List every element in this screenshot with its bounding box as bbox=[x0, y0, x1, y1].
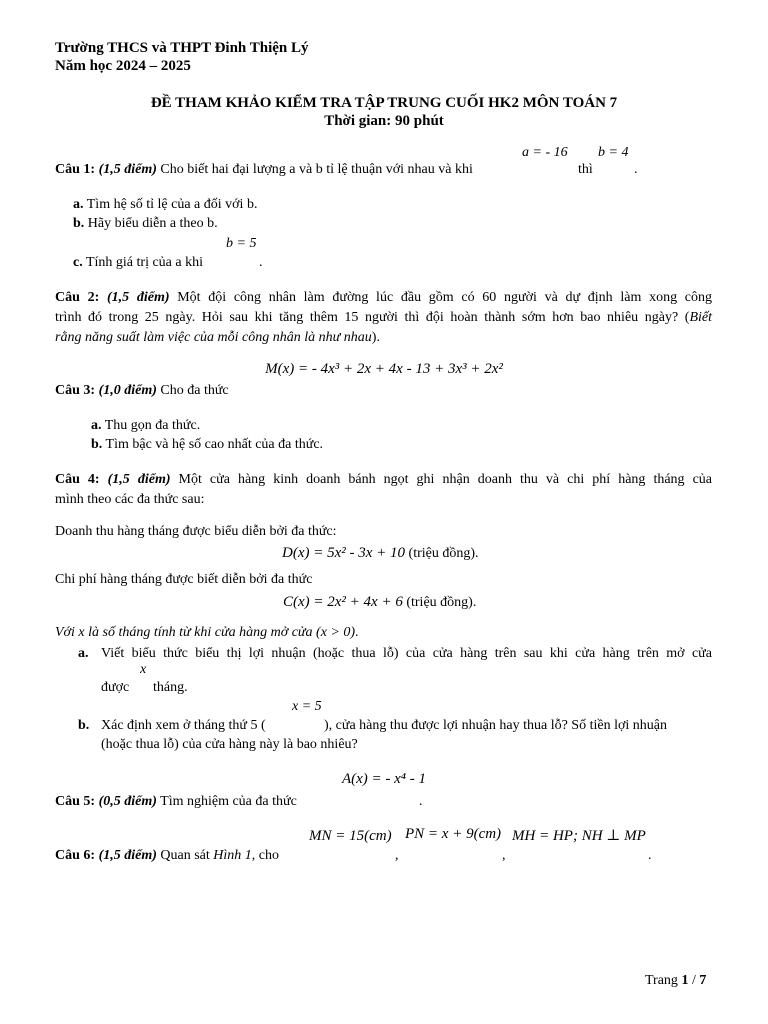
q4-a-x: x bbox=[140, 662, 147, 677]
q5-text: Tìm nghiệm của đa thức bbox=[160, 794, 297, 809]
q4-revenue-line bbox=[282, 545, 479, 562]
q6-math-3: MH = HP; NH ⊥ MP bbox=[512, 828, 646, 844]
exam-duration: Thời gian: 90 phút bbox=[324, 113, 444, 129]
q4-a-line2b: tháng. bbox=[153, 680, 188, 695]
q6-comma1: , bbox=[395, 848, 399, 863]
q3-item-b bbox=[91, 437, 323, 453]
q1-c-text: Tính giá trị của a khi bbox=[85, 255, 203, 270]
q1-math-b: b = 4 bbox=[598, 145, 629, 160]
q1-text: Cho biết hai đại lượng a và b tỉ lệ thuận với nhau và khi bbox=[160, 162, 473, 177]
q2-label: Câu 2: bbox=[55, 290, 100, 305]
q3-b-text: Tìm bậc và hệ số cao nhất của đa thức. bbox=[105, 437, 324, 452]
q1-label: Câu 1: bbox=[55, 162, 96, 177]
q1-c-end: . bbox=[259, 255, 263, 270]
q3-label: Câu 3: bbox=[55, 383, 96, 398]
q1-points: (1,5 điểm) bbox=[98, 162, 157, 177]
q3-points: (1,0 điểm) bbox=[98, 383, 157, 398]
school-year: Năm học 2024 – 2025 bbox=[55, 58, 191, 74]
q3-a-label: a. bbox=[91, 418, 102, 433]
page-sep: / bbox=[691, 973, 696, 988]
q1-c-math: b = 5 bbox=[226, 236, 257, 251]
q4-unit2: (triệu đồng). bbox=[406, 595, 477, 610]
q4-note-line bbox=[55, 625, 359, 641]
q1-then: thì bbox=[578, 162, 593, 177]
q1-line bbox=[55, 162, 473, 178]
q5-formula: A(x) = - x⁴ - 1 bbox=[341, 771, 427, 787]
page-prefix: Trang bbox=[645, 973, 678, 988]
q6-text2: , cho bbox=[251, 848, 279, 863]
q2-line3-italic: rằng năng suất làm việc của mỗi công nhân là như nhau bbox=[55, 330, 372, 345]
page-number bbox=[645, 973, 706, 989]
q4-paragraph bbox=[55, 470, 712, 510]
q1-end: . bbox=[634, 162, 638, 177]
q4-note: Với x là số tháng tính từ khi cửa hàng mở cửa bbox=[55, 625, 313, 640]
q4-b-line1a: Xác định xem ở tháng thứ 5 ( bbox=[101, 718, 266, 733]
q5-end: . bbox=[419, 794, 423, 809]
q4-a-label: a. bbox=[78, 646, 89, 661]
q6-end: . bbox=[648, 848, 652, 863]
q5-points: (0,5 điểm) bbox=[98, 794, 157, 809]
q6-math-2: PN = x + 9(cm) bbox=[405, 826, 502, 842]
q1-math-a: a = - 16 bbox=[522, 145, 568, 160]
q3-text: Cho đa thức bbox=[160, 383, 229, 398]
q1-item-c bbox=[73, 255, 203, 271]
q2-points: (1,5 điểm) bbox=[106, 290, 170, 305]
q4-b-label: b. bbox=[78, 718, 90, 733]
q4-cost-line bbox=[283, 594, 476, 611]
q4-cost-formula: C(x) = 2x² + 4x + 6 bbox=[283, 594, 403, 610]
q1-c-label: c. bbox=[73, 255, 83, 270]
q4-points: (1,5 điểm) bbox=[107, 472, 171, 487]
q3-b-label: b. bbox=[91, 437, 103, 452]
q1-item-b bbox=[73, 216, 218, 232]
q6-math-1: MN = 15(cm) bbox=[309, 828, 392, 844]
q1-a-text: Tìm hệ số tỉ lệ của a đối với b. bbox=[86, 197, 258, 212]
q5-line bbox=[55, 794, 297, 810]
page-current: 1 bbox=[681, 973, 689, 988]
q4-label: Câu 4: bbox=[55, 472, 100, 487]
q4-line2: mình theo các đa thức sau: bbox=[55, 492, 205, 507]
q6-comma2: , bbox=[502, 848, 506, 863]
q6-line bbox=[55, 848, 279, 864]
q4-cost-intro: Chi phí hàng tháng được biết diễn bởi đa thức bbox=[55, 572, 313, 587]
q4-revenue-formula: D(x) = 5x² - 3x + 10 bbox=[282, 545, 406, 561]
q3-formula: M(x) = - 4x³ + 2x + 4x - 13 + 3x³ + 2x² bbox=[265, 361, 503, 377]
q4-line1: Một cửa hàng kinh doanh bánh ngọt ghi nhận doanh thu và chi phí hàng tháng của bbox=[178, 472, 713, 487]
q4-a-line1: Viết biểu thức biểu thị lợi nhuận (hoặc thua lỗ) của cửa hàng trên sau khi cửa hàng trên mở cửa bbox=[101, 646, 712, 661]
q2-line2: trình đó trong 25 ngày. Hỏi sau khi tăng thêm 15 người thì đội hoàn thành sớm hơn bao nhiêu ngày? ( bbox=[55, 310, 690, 325]
q2-line2-italic: Biết bbox=[689, 310, 712, 325]
q1-a-label: a. bbox=[73, 197, 84, 212]
q3-line bbox=[55, 383, 229, 399]
q4-revenue-intro: Doanh thu hàng tháng được biểu diễn bởi đa thức: bbox=[55, 524, 337, 539]
q2-line3-end: ). bbox=[371, 330, 380, 345]
page-total: 7 bbox=[699, 973, 707, 988]
q5-label: Câu 5: bbox=[55, 794, 96, 809]
q4-a-line2a: được bbox=[101, 680, 130, 695]
q4-note-math: (x > 0) bbox=[316, 625, 356, 640]
q6-label: Câu 6: bbox=[55, 848, 96, 863]
q2-line1: Một đội công nhân làm đường lúc đầu gồm có 60 người và dự định làm xong công bbox=[177, 290, 712, 305]
q3-a-text: Thu gọn đa thức. bbox=[104, 418, 201, 433]
q6-text: Quan sát bbox=[160, 848, 210, 863]
q1-b-text: Hãy biểu diễn a theo b. bbox=[87, 216, 218, 231]
q2-paragraph bbox=[55, 288, 712, 348]
q1-item-a bbox=[73, 197, 257, 213]
q4-b-line2: (hoặc thua lỗ) của cửa hàng này là bao nhiêu? bbox=[101, 737, 358, 752]
q3-item-a bbox=[91, 418, 200, 434]
exam-title: ĐỀ THAM KHẢO KIỂM TRA TẬP TRUNG CUỐI HK2 MÔN TOÁN 7 bbox=[150, 95, 618, 111]
q6-points: (1,5 điểm) bbox=[98, 848, 157, 863]
q4-note-end: . bbox=[355, 625, 359, 640]
q6-fig: Hình 1 bbox=[213, 848, 252, 863]
q1-b-label: b. bbox=[73, 216, 85, 231]
q4-b-math: x = 5 bbox=[292, 699, 322, 714]
q4-b-line1b: ), cửa hàng thu được lợi nhuận hay thua lỗ? Số tiền lợi nhuận bbox=[324, 718, 667, 733]
q4-unit1: (triệu đồng). bbox=[408, 546, 479, 561]
school-name: Trường THCS và THPT Đinh Thiện Lý bbox=[55, 40, 309, 56]
